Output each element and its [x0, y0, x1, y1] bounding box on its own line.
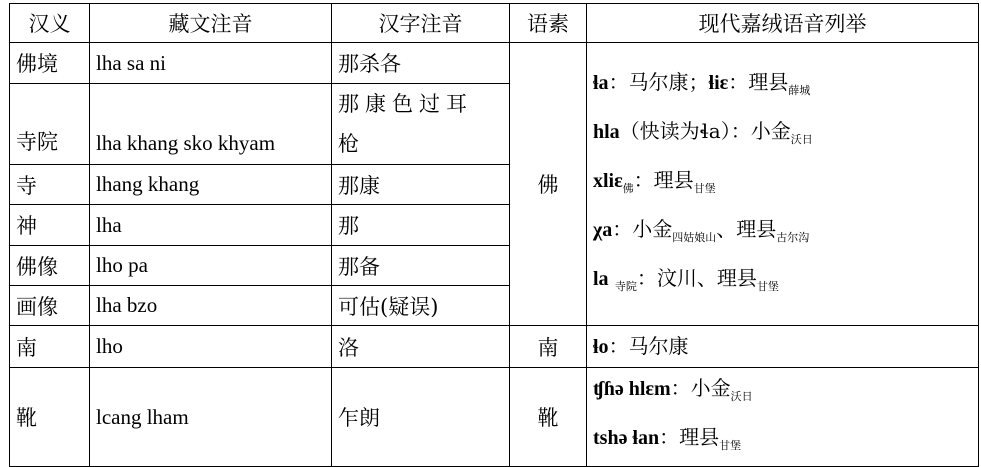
gloss-cell: 神	[10, 205, 90, 246]
tibetan-cell: lcang lham	[90, 368, 332, 467]
gloss-cell: 画像	[10, 286, 90, 326]
gloss-cell: 靴	[10, 368, 90, 467]
modern-line: tshə ɬan：理县$_{甘堡}$	[593, 425, 742, 452]
tibetan-cell: lho pa	[90, 246, 332, 286]
tibetan-cell: lha sa ni	[90, 43, 332, 84]
table-row	[10, 326, 979, 368]
gloss-cell: 寺	[10, 165, 90, 205]
gloss-cell: 南	[10, 326, 90, 368]
hanzi-cell: 那康	[332, 165, 510, 205]
hanzi-cell: 可估(疑误)	[332, 286, 510, 326]
header-modern: 现代嘉绒语音列举	[587, 4, 979, 43]
modern-cell	[587, 326, 979, 368]
morpheme-cell: 南	[510, 326, 587, 368]
hanzi-cell: 那备	[332, 246, 510, 286]
table-row	[10, 368, 979, 467]
hanzi-cell: 那杀各	[332, 43, 510, 84]
tibetan-cell: lha	[90, 205, 332, 246]
header-row	[10, 4, 979, 43]
tibetan-cell: lhang khang	[90, 165, 332, 205]
modern-cell	[587, 43, 979, 326]
morpheme-cell: 佛	[510, 43, 587, 326]
header-morpheme: 语素	[510, 4, 587, 43]
morpheme-cell: 靴	[510, 368, 587, 467]
modern-line: ʧɦə hlɛm：小金$_{沃日}$	[593, 376, 753, 403]
header-tibetan: 藏文注音	[90, 4, 332, 43]
hanzi-cell: 那康色过耳 枪	[332, 84, 510, 165]
header-hanzi: 汉字注音	[332, 4, 510, 43]
tibetan-cell: lho	[90, 326, 332, 368]
tibetan-cell: lha khang sko khyam	[90, 84, 332, 165]
vocabulary-table	[9, 3, 979, 467]
modern-line: ɬo：马尔康	[593, 334, 689, 358]
hanzi-cell: 洛	[332, 326, 510, 368]
header-gloss: 汉义	[10, 4, 90, 43]
gloss-cell: 佛像	[10, 246, 90, 286]
gloss-cell: 佛境	[10, 43, 90, 84]
modern-cell	[587, 368, 979, 467]
modern-line: xliɛ$_佛$：理县$_{甘堡}$	[593, 167, 716, 195]
hanzi-cell: 乍朗	[332, 368, 510, 467]
hanzi-cell: 那	[332, 205, 510, 246]
tibetan-cell: lha bzo	[90, 286, 332, 326]
modern-line: χa：小金$_{四姑娘山}$、理县$_{古尔沟}$	[593, 216, 810, 244]
table-row	[10, 43, 979, 84]
modern-line: la $_{寺院}$：汶川、理县$_{甘堡}$	[593, 265, 779, 293]
modern-line: ɬa：马尔康；ɬiɛ：理县$_{薛城}$	[593, 69, 811, 97]
modern-line: hla（快读为ɬa）：小金$_{沃日}$	[593, 118, 813, 146]
gloss-cell: 寺院	[10, 84, 90, 165]
